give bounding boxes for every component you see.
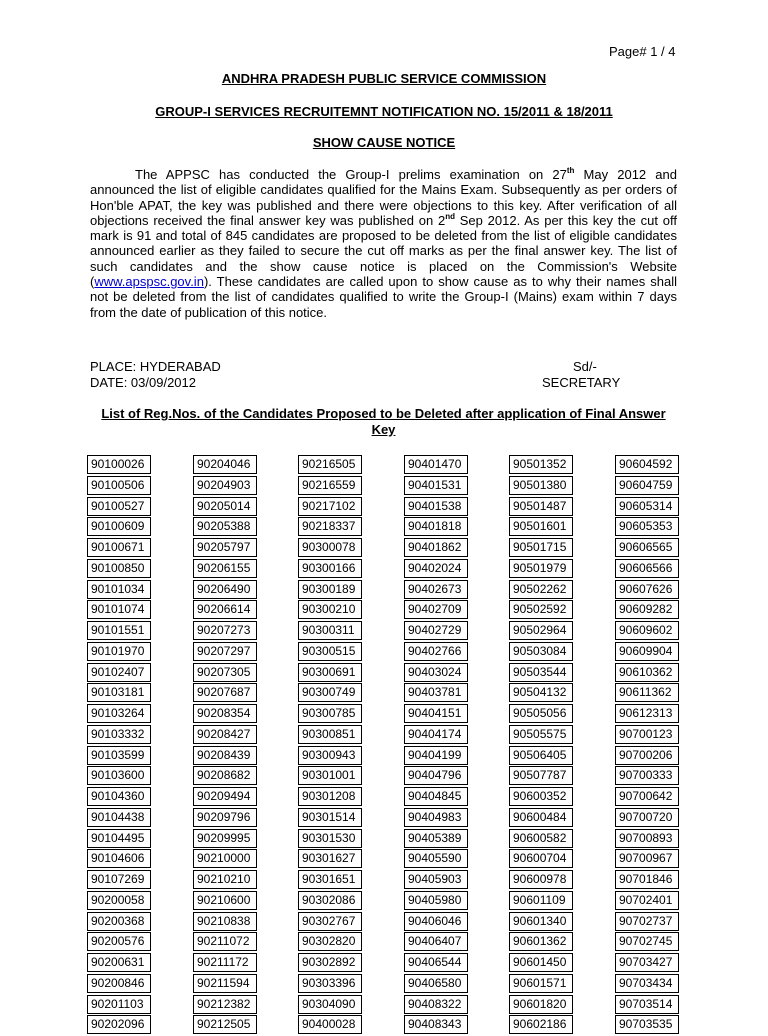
reg-number-cell: 90402766 bbox=[404, 642, 468, 661]
reg-number-cell: 90300078 bbox=[298, 538, 362, 557]
reg-column bbox=[615, 455, 679, 1036]
reg-column bbox=[509, 455, 573, 1036]
reg-number-cell: 90209494 bbox=[193, 787, 257, 806]
reg-number-cell: 90101034 bbox=[87, 580, 151, 599]
reg-number-cell: 90604759 bbox=[615, 476, 679, 495]
reg-number-cell: 90607626 bbox=[615, 580, 679, 599]
reg-number-cell: 90401818 bbox=[404, 517, 468, 536]
reg-number-cell: 90408343 bbox=[404, 1015, 468, 1034]
page-number: Page# 1 / 4 bbox=[609, 44, 676, 59]
reg-number-cell: 90605314 bbox=[615, 497, 679, 516]
notice-body bbox=[90, 167, 677, 320]
reg-number-cell: 90207297 bbox=[193, 642, 257, 661]
reg-number-cell: 90206490 bbox=[193, 580, 257, 599]
reg-number-cell: 90600978 bbox=[509, 870, 573, 889]
reg-number-cell: 90107269 bbox=[87, 870, 151, 889]
reg-number-cell: 90406544 bbox=[404, 953, 468, 972]
superscript-nd: nd bbox=[445, 211, 455, 221]
reg-number-cell: 90103264 bbox=[87, 704, 151, 723]
reg-number-cell: 90100527 bbox=[87, 497, 151, 516]
reg-number-cell: 90403781 bbox=[404, 683, 468, 702]
reg-number-cell: 90401531 bbox=[404, 476, 468, 495]
reg-number-cell: 90405590 bbox=[404, 849, 468, 868]
reg-number-cell: 90208354 bbox=[193, 704, 257, 723]
reg-column bbox=[193, 455, 257, 1036]
reg-number-cell: 90609282 bbox=[615, 600, 679, 619]
reg-number-cell: 90506405 bbox=[509, 746, 573, 765]
reg-number-cell: 90103599 bbox=[87, 746, 151, 765]
reg-number-cell: 90300210 bbox=[298, 600, 362, 619]
reg-number-cell: 90100671 bbox=[87, 538, 151, 557]
reg-number-cell: 90405980 bbox=[404, 891, 468, 910]
reg-number-cell: 90100609 bbox=[87, 517, 151, 536]
reg-number-cell: 90204046 bbox=[193, 455, 257, 474]
notice-title: SHOW CAUSE NOTICE bbox=[312, 135, 456, 150]
reg-number-cell: 90209995 bbox=[193, 829, 257, 848]
reg-number-cell: 90501487 bbox=[509, 497, 573, 516]
reg-number-cell: 90104438 bbox=[87, 808, 151, 827]
reg-number-cell: 90507787 bbox=[509, 766, 573, 785]
reg-number-cell: 90211594 bbox=[193, 974, 257, 993]
reg-number-cell: 90502262 bbox=[509, 580, 573, 599]
reg-number-cell: 90701846 bbox=[615, 870, 679, 889]
reg-number-cell: 90300189 bbox=[298, 580, 362, 599]
reg-number-cell: 90300515 bbox=[298, 642, 362, 661]
reg-number-cell: 90207305 bbox=[193, 663, 257, 682]
reg-number-cell: 90304090 bbox=[298, 995, 362, 1014]
reg-number-cell: 90101970 bbox=[87, 642, 151, 661]
reg-number-cell: 90703514 bbox=[615, 995, 679, 1014]
reg-number-cell: 90300166 bbox=[298, 559, 362, 578]
reg-number-cell: 90103332 bbox=[87, 725, 151, 744]
reg-number-cell: 90702745 bbox=[615, 932, 679, 951]
reg-number-cell: 90302086 bbox=[298, 891, 362, 910]
reg-number-cell: 90207687 bbox=[193, 683, 257, 702]
reg-number-cell: 90401538 bbox=[404, 497, 468, 516]
reg-number-cell: 90505056 bbox=[509, 704, 573, 723]
reg-number-cell: 90609602 bbox=[615, 621, 679, 640]
reg-number-cell: 90605353 bbox=[615, 517, 679, 536]
reg-number-cell: 90700333 bbox=[615, 766, 679, 785]
reg-number-cell: 90104495 bbox=[87, 829, 151, 848]
reg-number-cell: 90405903 bbox=[404, 870, 468, 889]
reg-number-cell: 90700967 bbox=[615, 849, 679, 868]
reg-number-cell: 90702401 bbox=[615, 891, 679, 910]
reg-number-cell: 90601571 bbox=[509, 974, 573, 993]
notification-subtitle: GROUP-I SERVICES RECRUITEMNT NOTIFICATION NO. 15/2011 & 18/2011 bbox=[155, 104, 613, 119]
place-label: PLACE: HYDERABAD bbox=[90, 359, 221, 374]
reg-number-cell: 90211072 bbox=[193, 932, 257, 951]
signatory-title: SECRETARY bbox=[542, 375, 621, 390]
reg-number-cell: 90300311 bbox=[298, 621, 362, 640]
reg-number-cell: 90301627 bbox=[298, 849, 362, 868]
reg-number-cell: 90301514 bbox=[298, 808, 362, 827]
body-text-part2: May 2012 and announced the list of eligible candidates qualified for the Mains Exam. Subsequently as per orders of Hon'ble APAT, the key was published and there were objections to this key. After verification of all objections received the final answer key was published on 2 bbox=[90, 167, 677, 228]
date-label: DATE: 03/09/2012 bbox=[90, 375, 196, 390]
reg-number-cell: 90402024 bbox=[404, 559, 468, 578]
reg-number-cell: 90401862 bbox=[404, 538, 468, 557]
reg-number-cell: 90600704 bbox=[509, 849, 573, 868]
reg-number-cell: 90501380 bbox=[509, 476, 573, 495]
reg-number-cell: 90501352 bbox=[509, 455, 573, 474]
reg-number-cell: 90302820 bbox=[298, 932, 362, 951]
reg-number-cell: 90502592 bbox=[509, 600, 573, 619]
reg-number-cell: 90209796 bbox=[193, 808, 257, 827]
reg-number-cell: 90104360 bbox=[87, 787, 151, 806]
website-link[interactable]: www.apspsc.gov.in bbox=[94, 274, 204, 290]
reg-number-cell: 90601362 bbox=[509, 932, 573, 951]
reg-number-cell: 90301651 bbox=[298, 870, 362, 889]
reg-number-cell: 90406046 bbox=[404, 912, 468, 931]
document-title: ANDHRA PRADESH PUBLIC SERVICE COMMISSION bbox=[221, 71, 547, 86]
reg-number-cell: 90402729 bbox=[404, 621, 468, 640]
reg-number-cell: 90404845 bbox=[404, 787, 468, 806]
reg-number-cell: 90300749 bbox=[298, 683, 362, 702]
reg-number-cell: 90612313 bbox=[615, 704, 679, 723]
reg-number-cell: 90703535 bbox=[615, 1015, 679, 1034]
reg-number-cell: 90216559 bbox=[298, 476, 362, 495]
reg-number-cell: 90404796 bbox=[404, 766, 468, 785]
reg-number-cell: 90403024 bbox=[404, 663, 468, 682]
reg-number-cell: 90205797 bbox=[193, 538, 257, 557]
reg-number-cell: 90200058 bbox=[87, 891, 151, 910]
body-text-part4: ). These candidates are called upon to show cause as to why their names shall not be deleted from the list of candidates qualified to write the Group-I (Mains) exam within 7 days from the date of publication of this notice. bbox=[90, 274, 677, 320]
reg-number-cell: 90606565 bbox=[615, 538, 679, 557]
reg-number-cell: 90700206 bbox=[615, 746, 679, 765]
reg-number-cell: 90503544 bbox=[509, 663, 573, 682]
reg-number-cell: 90404151 bbox=[404, 704, 468, 723]
reg-number-cell: 90206155 bbox=[193, 559, 257, 578]
reg-number-cell: 90202096 bbox=[87, 1015, 151, 1034]
reg-number-cell: 90210600 bbox=[193, 891, 257, 910]
reg-number-cell: 90211172 bbox=[193, 953, 257, 972]
reg-number-cell: 90405389 bbox=[404, 829, 468, 848]
reg-number-cell: 90300851 bbox=[298, 725, 362, 744]
reg-number-cell: 90400028 bbox=[298, 1015, 362, 1034]
reg-number-cell: 90501979 bbox=[509, 559, 573, 578]
reg-number-cell: 90212505 bbox=[193, 1015, 257, 1034]
reg-number-cell: 90406407 bbox=[404, 932, 468, 951]
reg-number-cell: 90200576 bbox=[87, 932, 151, 951]
reg-number-cell: 90601820 bbox=[509, 995, 573, 1014]
reg-number-cell: 90700123 bbox=[615, 725, 679, 744]
reg-number-cell: 90609904 bbox=[615, 642, 679, 661]
reg-number-cell: 90101074 bbox=[87, 600, 151, 619]
reg-number-cell: 90300785 bbox=[298, 704, 362, 723]
superscript-th: th bbox=[566, 166, 575, 175]
reg-number-cell: 90210210 bbox=[193, 870, 257, 889]
reg-number-cell: 90104606 bbox=[87, 849, 151, 868]
reg-number-cell: 90200368 bbox=[87, 912, 151, 931]
reg-number-cell: 90207273 bbox=[193, 621, 257, 640]
reg-number-cell: 90100850 bbox=[87, 559, 151, 578]
reg-number-cell: 90210000 bbox=[193, 849, 257, 868]
reg-number-cell: 90602186 bbox=[509, 1015, 573, 1034]
reg-number-cell: 90218337 bbox=[298, 517, 362, 536]
reg-number-cell: 90301208 bbox=[298, 787, 362, 806]
reg-number-cell: 90404174 bbox=[404, 725, 468, 744]
reg-number-cell: 90601109 bbox=[509, 891, 573, 910]
reg-number-cell: 90101551 bbox=[87, 621, 151, 640]
reg-number-cell: 90606566 bbox=[615, 559, 679, 578]
reg-number-cell: 90200846 bbox=[87, 974, 151, 993]
reg-number-cell: 90217102 bbox=[298, 497, 362, 516]
reg-number-cell: 90700642 bbox=[615, 787, 679, 806]
reg-number-cell: 90212382 bbox=[193, 995, 257, 1014]
reg-number-cell: 90301001 bbox=[298, 766, 362, 785]
reg-number-cell: 90208427 bbox=[193, 725, 257, 744]
reg-number-cell: 90103181 bbox=[87, 683, 151, 702]
reg-number-cell: 90501715 bbox=[509, 538, 573, 557]
reg-number-cell: 90302892 bbox=[298, 953, 362, 972]
reg-number-cell: 90205014 bbox=[193, 497, 257, 516]
reg-number-cell: 90204903 bbox=[193, 476, 257, 495]
reg-number-cell: 90501601 bbox=[509, 517, 573, 536]
reg-number-cell: 90600582 bbox=[509, 829, 573, 848]
reg-number-cell: 90200631 bbox=[87, 953, 151, 972]
reg-number-cell: 90402709 bbox=[404, 600, 468, 619]
reg-number-cell: 90103600 bbox=[87, 766, 151, 785]
reg-number-cell: 90604592 bbox=[615, 455, 679, 474]
reg-number-cell: 90504132 bbox=[509, 683, 573, 702]
reg-number-cell: 90208439 bbox=[193, 746, 257, 765]
reg-number-cell: 90300691 bbox=[298, 663, 362, 682]
list-title: List of Reg.Nos. of the Candidates Proposed to be Deleted after application of Final Answer Key bbox=[101, 406, 666, 437]
body-text-part3: Sep 2012. As per this key the cut off mark is 91 and total of 845 candidates are proposed to be deleted from the list of eligible candidates announced earlier as they failed to secure the cut off marks as per the final answer key. The list of such candidates and the show cause notice is placed on the Commission's Website ( bbox=[90, 212, 677, 290]
reg-number-cell: 90210838 bbox=[193, 912, 257, 931]
reg-number-cell: 90201103 bbox=[87, 995, 151, 1014]
reg-number-cell: 90600484 bbox=[509, 808, 573, 827]
reg-number-cell: 90401470 bbox=[404, 455, 468, 474]
reg-number-cell: 90402673 bbox=[404, 580, 468, 599]
reg-number-cell: 90102407 bbox=[87, 663, 151, 682]
reg-number-cell: 90703434 bbox=[615, 974, 679, 993]
reg-number-cell: 90406580 bbox=[404, 974, 468, 993]
reg-column bbox=[404, 455, 468, 1036]
reg-number-cell: 90408322 bbox=[404, 995, 468, 1014]
reg-number-cell: 90601450 bbox=[509, 953, 573, 972]
reg-number-cell: 90208682 bbox=[193, 766, 257, 785]
reg-number-cell: 90404199 bbox=[404, 746, 468, 765]
reg-number-cell: 90702737 bbox=[615, 912, 679, 931]
reg-number-cell: 90206614 bbox=[193, 600, 257, 619]
reg-number-cell: 90205388 bbox=[193, 517, 257, 536]
reg-number-cell: 90700720 bbox=[615, 808, 679, 827]
reg-number-cell: 90303396 bbox=[298, 974, 362, 993]
signature-mark: Sd/- bbox=[573, 359, 597, 374]
reg-number-cell: 90100506 bbox=[87, 476, 151, 495]
reg-number-cell: 90601340 bbox=[509, 912, 573, 931]
reg-number-cell: 90700893 bbox=[615, 829, 679, 848]
reg-number-cell: 90100026 bbox=[87, 455, 151, 474]
body-text-part1: The APPSC has conducted the Group-I prelims examination on 27 bbox=[135, 167, 567, 182]
reg-number-cell: 90610362 bbox=[615, 663, 679, 682]
reg-number-cell: 90300943 bbox=[298, 746, 362, 765]
reg-number-cell: 90505575 bbox=[509, 725, 573, 744]
reg-number-cell: 90503084 bbox=[509, 642, 573, 661]
reg-number-cell: 90600352 bbox=[509, 787, 573, 806]
reg-number-cell: 90216505 bbox=[298, 455, 362, 474]
reg-number-cell: 90301530 bbox=[298, 829, 362, 848]
reg-number-cell: 90611362 bbox=[615, 683, 679, 702]
reg-column bbox=[298, 455, 362, 1036]
reg-number-cell: 90502964 bbox=[509, 621, 573, 640]
reg-number-cell: 90302767 bbox=[298, 912, 362, 931]
reg-number-cell: 90703427 bbox=[615, 953, 679, 972]
reg-number-cell: 90404983 bbox=[404, 808, 468, 827]
reg-column bbox=[87, 455, 151, 1036]
